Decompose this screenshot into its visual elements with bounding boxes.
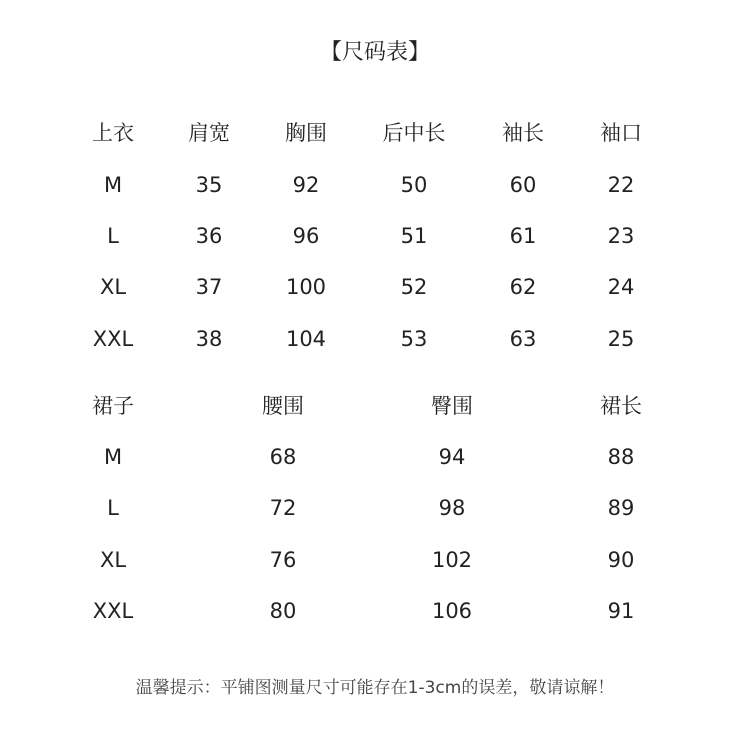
tops-row-value: 37 [195,275,223,299]
tops-header-shoulder: 肩宽 [188,121,230,145]
tops-row-value: 62 [509,275,537,299]
tops-row-size: XL [99,275,127,299]
tops-header-sleeve-length: 袖长 [502,121,544,145]
skirt-row-size: L [107,496,119,520]
page-title: 【尺码表】 [319,40,430,65]
skirt-row-size: M [103,445,123,469]
tops-row-size: M [103,173,123,197]
skirt-row-value: 98 [438,496,466,520]
tops-row-value: 22 [607,173,635,197]
tops-row-value: 60 [509,173,537,197]
tops-header-category: 上衣 [92,121,134,145]
skirt-row-value: 106 [431,599,473,623]
skirt-row-value: 89 [607,496,635,520]
tops-row-value: 24 [607,275,635,299]
tops-row-value: 53 [400,327,428,351]
tops-header-chest: 胸围 [285,121,327,145]
skirt-header-length: 裙长 [600,394,642,418]
tops-row-value: 63 [509,327,537,351]
skirt-row-value: 76 [269,548,297,572]
skirt-row-value: 94 [438,445,466,469]
skirt-row-value: 88 [607,445,635,469]
tops-row-value: 36 [195,224,223,248]
tops-row-value: 23 [607,224,635,248]
tops-row-value: 92 [292,173,320,197]
skirt-row-value: 72 [269,496,297,520]
measurement-note: 温馨提示：平铺图测量尺寸可能存在1-3cm的误差，敬请谅解！ [135,678,615,698]
skirt-row-value: 68 [269,445,297,469]
tops-header-cuff: 袖口 [600,121,642,145]
skirt-header-hip: 臀围 [431,394,473,418]
tops-row-value: 25 [607,327,635,351]
tops-row-size: L [107,224,119,248]
skirt-header-category: 裙子 [92,394,134,418]
tops-row-value: 100 [285,275,327,299]
tops-row-value: 61 [509,224,537,248]
skirt-header-waist: 腰围 [262,394,304,418]
tops-row-value: 35 [195,173,223,197]
tops-row-value: 52 [400,275,428,299]
skirt-row-value: 102 [431,548,473,572]
tops-row-value: 51 [400,224,428,248]
tops-row-value: 104 [285,327,327,351]
skirt-row-value: 91 [607,599,635,623]
tops-header-back-length: 后中长 [382,121,446,145]
tops-row-value: 38 [195,327,223,351]
skirt-row-size: XL [99,548,127,572]
tops-row-value: 50 [400,173,428,197]
tops-row-size: XXL [92,327,134,351]
skirt-row-value: 90 [607,548,635,572]
skirt-row-value: 80 [269,599,297,623]
skirt-row-size: XXL [92,599,134,623]
tops-row-value: 96 [292,224,320,248]
